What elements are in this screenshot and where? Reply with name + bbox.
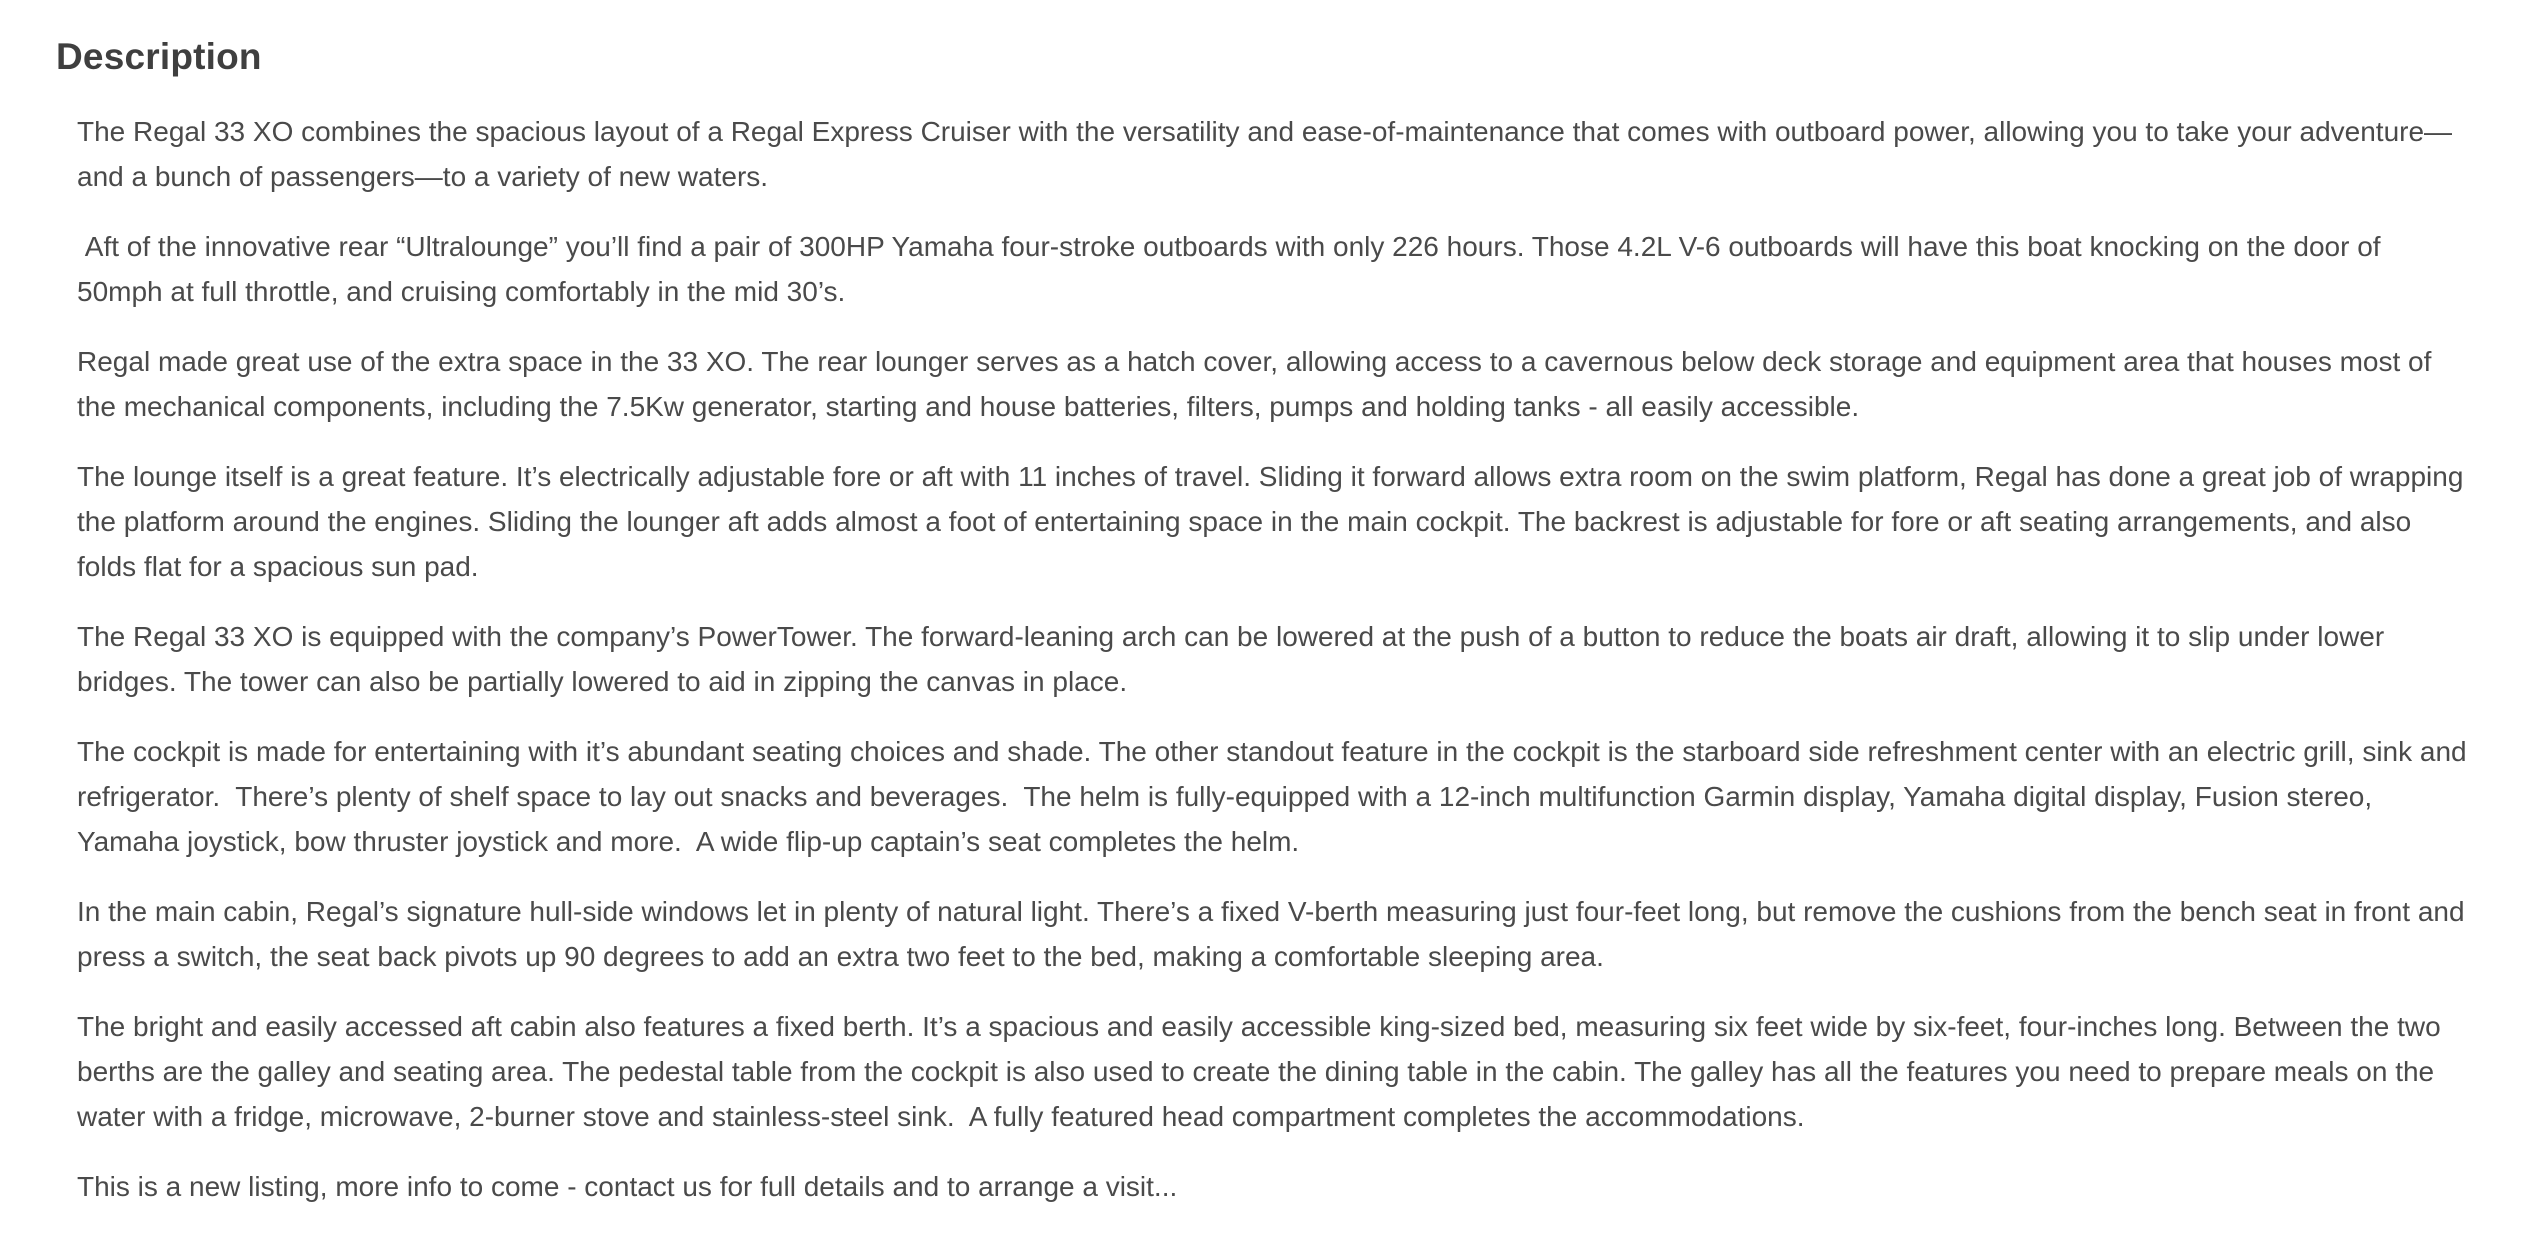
description-paragraph-3: Regal made great use of the extra space in the 33 XO. The rear lounger serves as a hatch cover, allowing access to a cavernous below deck storage and equipment area that houses most of the mechanical components, including the 7.5Kw generator, starting and house batteries, filters, pumps and holding tanks - all easily accessible.	[77, 345, 2440, 422]
description-paragraph-4: The lounge itself is a great feature. It’s electrically adjustable fore or aft with 11 inches of travel. Sliding it forward allows extra room on the swim platform, Regal has done a great job of wrapping the platform around the engines. Sliding the lounger aft adds almost a foot of entertaining space in the main cockpit. The backrest is adjustable for fore or aft seating arrangements, and also folds flat for a spacious sun pad.	[77, 460, 2472, 582]
description-paragraph-6: The cockpit is made for entertaining with it’s abundant seating choices and shade. The other standout feature in the cockpit is the starboard side refreshment center with an electric grill, sink and refrigerator. There’s plenty of shelf space to lay out snacks and beverages. The helm is fully-equipped with a 12-inch multifunction Garmin display, Yamaha digital display, Fusion stereo, Yamaha joystick, bow thruster joystick and more. A wide flip-up captain’s seat completes the helm.	[77, 735, 2475, 857]
section-title: Description	[56, 36, 262, 77]
description-body	[77, 109, 2475, 1209]
description-paragraph-5: The Regal 33 XO is equipped with the company’s PowerTower. The forward-leaning arch can be lowered at the push of a button to reduce the boats air draft, allowing it to slip under lower bridges. The tower can also be partially lowered to aid in zipping the canvas in place.	[77, 620, 2392, 697]
description-paragraph-8: The bright and easily accessed aft cabin also features a fixed berth. It’s a spacious and easily accessible king-sized bed, measuring six feet wide by six-feet, four-inches long. Between the two berths are the galley and seating area. The pedestal table from the cockpit is also used to create the dining table in the cabin. The galley has all the features you need to prepare meals on the water with a fridge, microwave, 2-burner stove and stainless-steel sink. A fully featured head compartment completes the accommodations.	[77, 1010, 2449, 1132]
description-paragraph-9: This is a new listing, more info to come - contact us for full details and to arrange a visit...	[77, 1170, 1178, 1202]
description-paragraph-1: The Regal 33 XO combines the spacious layout of a Regal Express Cruiser with the versatility and ease-of-maintenance that comes with outboard power, allowing you to take your adventure—and a bunch of passengers—to a variety of new waters.	[77, 115, 2453, 192]
description-paragraph-7: In the main cabin, Regal’s signature hull-side windows let in plenty of natural light. There’s a fixed V-berth measuring just four-feet long, but remove the cushions from the bench seat in front and press a switch, the seat back pivots up 90 degrees to add an extra two feet to the bed, making a comfortable sleeping area.	[77, 895, 2473, 972]
description-paragraph-2: Aft of the innovative rear “Ultralounge” you’ll find a pair of 300HP Yamaha four-stroke outboards with only 226 hours. Those 4.2L V-6 outboards will have this boat knocking on the door of 50mph at full throttle, and cruising comfortably in the mid 30’s.	[77, 230, 2389, 307]
